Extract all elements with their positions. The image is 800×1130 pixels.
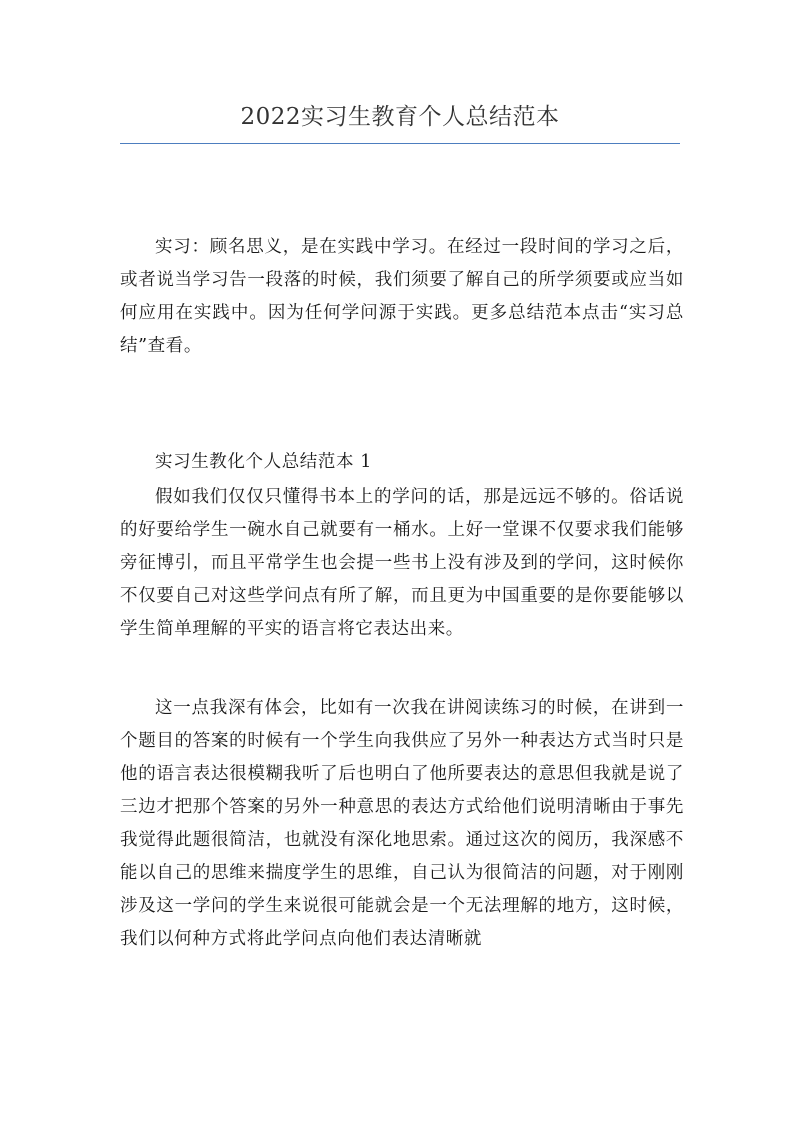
body-paragraph-1: [120, 481, 684, 646]
paragraph-text: 这一点我深有体会，比如有一次我在讲阅读练习的时候，在讲到一个题目的答案的时候有一个学生向我供应了另外一种表达方式当时只是他的语言表达很模糊我听了后也明白了他所要表达的意思但我就是说了三边才把那个答案的另外一种意思的表达方式给他们说明清晰由于事先我觉得此题很简洁，也就没有深化地思索。通过这次的阅历，我深感不能以自己的思维来揣度学生的思维，自己认为很简洁的问题，对于刚刚涉及这一学问的学生来说很可能就会是一个无法理解的地方，这时候，我们以何种方式将此学问点向他们表达清晰就: [120, 698, 684, 949]
section-heading-text: 实习生教化个人总结范本 1: [155, 452, 372, 472]
paragraph-text: 假如我们仅仅只懂得书本上的学问的话，那是远远不够的。俗话说的好要给学生一碗水自己就要有一桶水。上好一堂课不仅要求我们能够旁征博引，而且平常学生也会提一些书上没有涉及到的学问，这时候你不仅要自己对这些学问点有所了解，而且更为中国重要的是你要能够以学生简单理解的平实的语言将它表达出来。: [120, 487, 684, 639]
document-title: 2022实习生教育个人总结范本: [240, 104, 560, 130]
intro-text: 实习：顾名思义，是在实践中学习。在经过一段时间的学习之后，或者说当学习告一段落的时候，我们须要了解自己的所学须要或应当如何应用在实践中。因为任何学问源于实践。更多总结范本点击“实习总结”查看。: [120, 237, 684, 356]
body-paragraph-2: [120, 692, 684, 956]
section-heading: [120, 446, 684, 479]
intro-paragraph: [120, 231, 684, 363]
title-divider: [120, 143, 680, 144]
